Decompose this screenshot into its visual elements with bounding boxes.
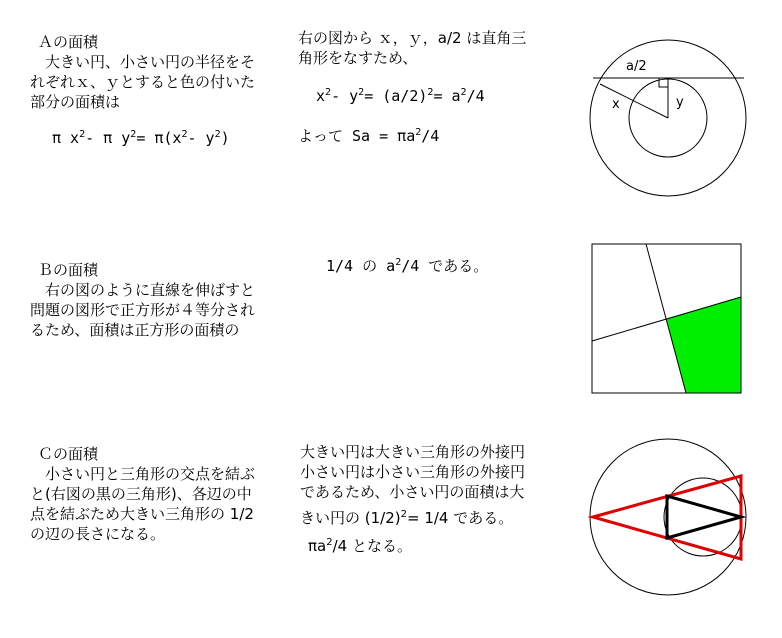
- label-half-a: a/2: [626, 59, 647, 74]
- section-a-conclusion: よって $Sa = \pi a^2/4$: [298, 127, 440, 145]
- label-y: y: [676, 95, 684, 110]
- triangles-figure: [588, 438, 752, 602]
- section-a-pythagoras-formula: $x^2-$ $y^2= (a/2)^2= a^2/4$: [316, 87, 485, 105]
- section-a-line-3: 部分の面積は: [30, 93, 121, 111]
- section-a-heading: Ａの面積: [38, 33, 99, 51]
- radius-x-line: [600, 84, 668, 118]
- section-b-line-1: 右の図のように直線を伸ばすと: [30, 281, 256, 299]
- annulus-figure: [586, 44, 752, 210]
- section-c-right-line-1: 大きい円は大きい三角形の外接円: [300, 443, 526, 461]
- section-c-heading: Ｃの面積: [38, 445, 99, 463]
- square-figure: [590, 242, 744, 396]
- shaded-quarter: [666, 297, 741, 393]
- section-c-final: $\pi a^2/4$ となる。: [308, 537, 412, 555]
- section-a-line-2: れぞれｘ、ｙとすると色の付いた: [30, 73, 256, 91]
- section-b-line-3: るため、面積は正方形の面積の: [30, 321, 240, 339]
- section-c-right-line-2: 小さい円は小さい三角形の外接円: [300, 463, 526, 481]
- section-a-line-1: 大きい円、小さい円の半径をそ: [30, 53, 256, 71]
- section-c-line-4: の辺の長さになる。: [30, 525, 166, 543]
- section-c-line-1: 小さい円と三角形の交点を結ぶ: [30, 465, 256, 483]
- section-a-right-line-2: 角形をなすため、: [298, 49, 418, 67]
- section-b-heading: Ｂの面積: [38, 261, 99, 279]
- label-x: x: [612, 97, 620, 112]
- section-c-line-2: と(右図の黒の三角形)、各辺の中: [30, 485, 252, 503]
- small-triangle: [667, 496, 741, 538]
- section-a-right-line-1: 右の図から ｘ，ｙ，a/2 は直角三: [298, 29, 527, 47]
- section-a-area-formula: π $x^2-$ π $y^2= \pi(x^2-$ $y^2$): [52, 129, 230, 147]
- section-c-right-line-3: であるため、小さい円の面積は大: [300, 483, 525, 501]
- section-c-ratio-line: きい円の $(1/2)^2= 1/4$ である。: [300, 509, 514, 527]
- section-b-result: 1/4 の $a^2/4$ である。: [326, 257, 489, 275]
- small-circle-c: [664, 478, 742, 556]
- section-c-line-3: 点を結ぶため大きい三角形の 1/2: [30, 505, 254, 523]
- section-b-line-2: 問題の図形で正方形が４等分され: [30, 301, 256, 319]
